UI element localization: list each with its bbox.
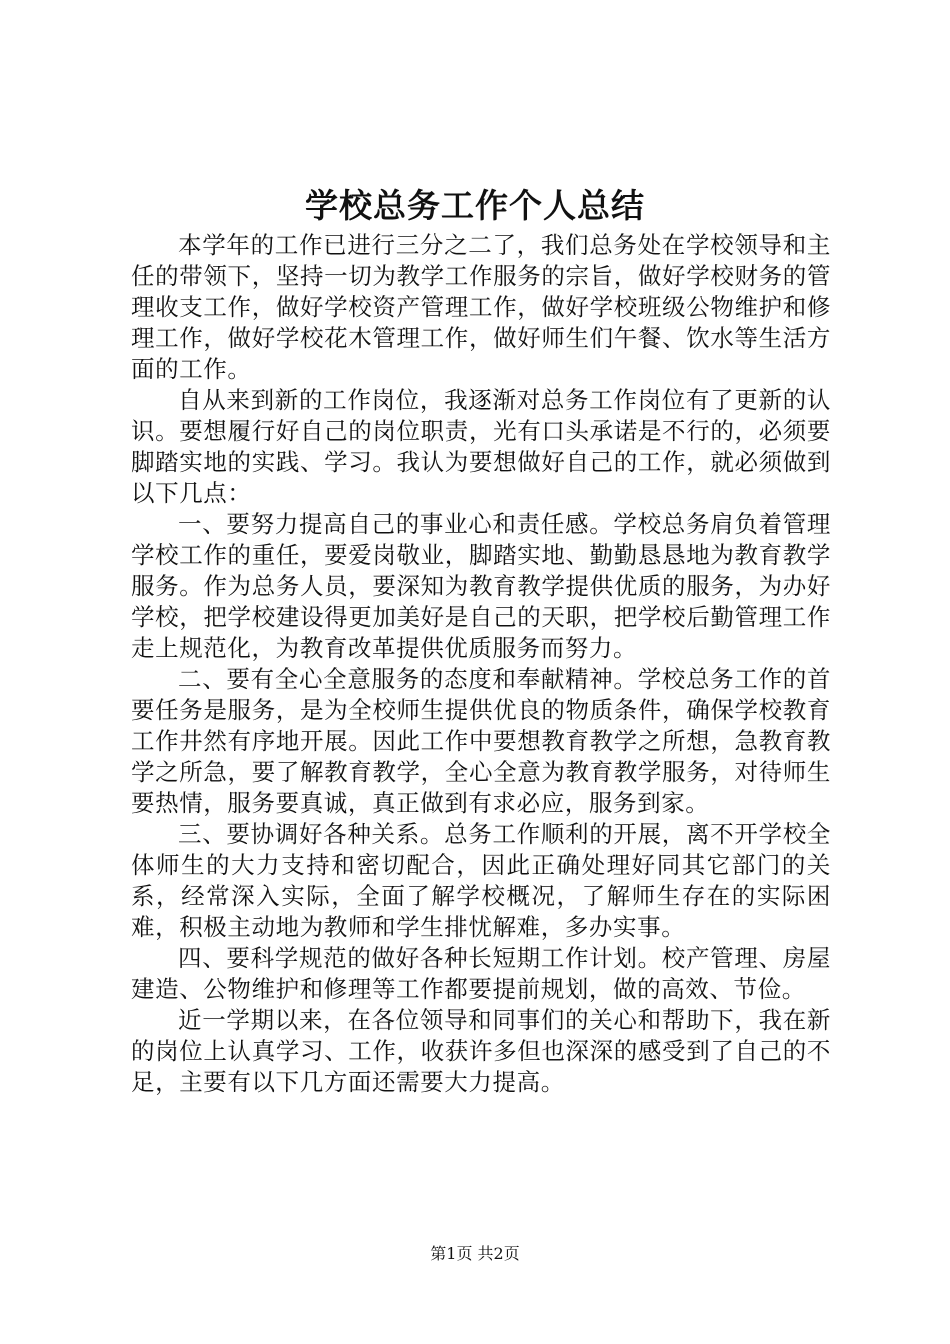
page-footer: 第1页 共2页 <box>430 1244 520 1263</box>
paragraph-point-3: 三、要协调好各种关系。总务工作顺利的开展，离不开学校全体师生的大力支持和密切配合，因此正确处理好同其它部门的关系，经常深入实际，全面了解学校概况，了解师生存在的实际困难，积极主动地为教师和学生排忧解难，多办实事。 <box>131 820 831 941</box>
document-body <box>131 230 831 1098</box>
paragraph-point-2: 二、要有全心全意服务的态度和奉献精神。学校总务工作的首要任务是服务，是为全校师生提供优良的物质条件，确保学校教育工作井然有序地开展。因此工作中要想教育教学之所想，急教育教学之所急，要了解教育教学，全心全意为教育教学服务，对待师生要热情，服务要真诚，真正做到有求必应，服务到家。 <box>131 665 831 817</box>
paragraph-point-1: 一、要努力提高自己的事业心和责任感。学校总务肩负着管理学校工作的重任，要爱岗敬业，脚踏实地、勤勤恳恳地为教育教学服务。作为总务人员，要深知为教育教学提供优质的服务，为办好学校，把学校建设得更加美好是自己的天职，把学校后勤管理工作走上规范化，为教育改革提供优质服务而努力。 <box>131 510 831 662</box>
paragraph-point-4: 四、要科学规范的做好各种长短期工作计划。校产管理、房屋建造、公物维护和修理等工作都要提前规划，做的高效、节俭。 <box>131 944 831 1003</box>
paragraph-reflection: 近一学期以来，在各位领导和同事们的关心和帮助下，我在新的岗位上认真学习、工作，收获许多但也深深的感受到了自己的不足，主要有以下几方面还需要大力提高。 <box>131 1006 831 1096</box>
paragraph-intro: 本学年的工作已进行三分之二了，我们总务处在学校领导和主任的带领下，坚持一切为教学工作服务的宗旨，做好学校财务的管理收支工作，做好学校资产管理工作，做好学校班级公物维护和修理工作，做好学校花木管理工作，做好师生们午餐、饮水等生活方面的工作。 <box>131 231 831 383</box>
document-title: 学校总务工作个人总结 <box>305 186 645 225</box>
paragraph-understanding: 自从来到新的工作岗位，我逐渐对总务工作岗位有了更新的认识。要想履行好自己的岗位职责，光有口头承诺是不行的，必须要脚踏实地的实践、学习。我认为要想做好自己的工作，就必须做到以下几点： <box>131 386 831 507</box>
